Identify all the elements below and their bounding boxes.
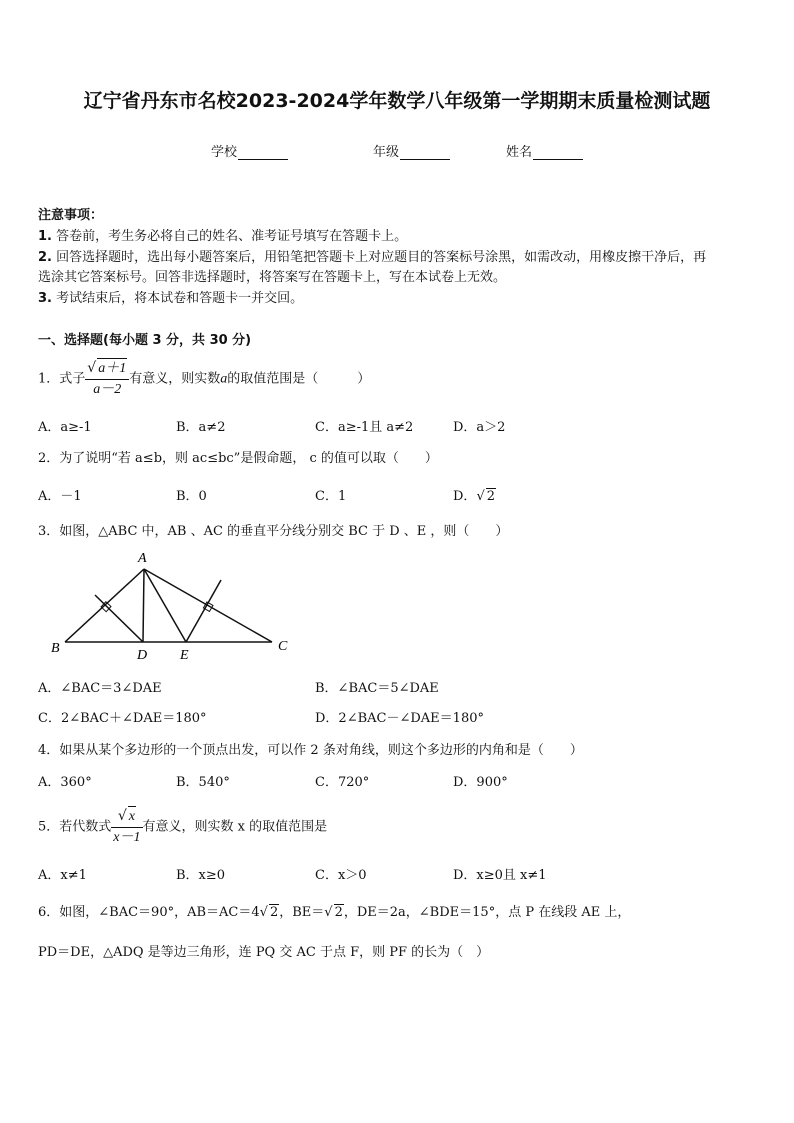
q4-option-c[interactable]: C．720° [315,775,370,790]
q3-option-b[interactable]: B．∠BAC＝5∠DAE [315,681,439,696]
q2-option-b[interactable]: B．0 [176,489,207,504]
name-field [506,141,583,160]
grade-field [373,141,450,160]
grade-blank [400,146,450,160]
q5-option-b[interactable]: B．x≥0 [176,868,226,883]
question-1: 1．式子 $\frac{√ a+1}{a-2}$ 有意义，则实数a的取值范围是（ ） [38,358,370,400]
label-b: B [51,641,60,656]
q3-option-a[interactable]: A．∠BAC＝3∠DAE [38,681,162,696]
notice-item-2: 2. 回答选择题时，选出每小题答案后，用铅笔把答题卡上对应题目的答案标号涂黑，如需改动，用橡皮擦干净后，再 [38,250,707,265]
name-blank [533,146,583,160]
notice-item-2-cont: 选涂其它答案标号。回答非选择题时，将答案写在答题卡上，写在本试卷上无效。 [38,270,507,285]
q5-option-a[interactable]: A．x≠1 [38,868,87,883]
q4-option-a[interactable]: A．360° [38,775,92,790]
q4-option-d[interactable]: D．900° [453,775,508,790]
q1-option-d[interactable]: D．a＞2 [453,420,506,435]
q1-fraction: $\frac{√ a+1}{a-2}$ [85,358,129,400]
segment-ac [144,569,272,642]
perp-bisector-ac [186,580,221,642]
q2-option-c[interactable]: C．1 [315,489,347,504]
label-c: C [278,639,288,654]
q5-option-d[interactable]: D．x≥0且 x≠1 [453,868,547,883]
q2-option-d[interactable]: D．√ 2 [453,489,496,504]
q1-option-a[interactable]: A．a≥-1 [38,420,92,435]
section-heading: 一、选择题(每小题 3 分，共 30 分) [38,333,252,348]
question-5: 5．若代数式 $\frac{√ x}{x-1}$ 有意义，则实数 x 的取值范围是 [38,806,327,848]
perp-bisector-ab [95,595,143,642]
notice-item-1: 1. 答卷前，考生务必将自己的姓名、准考证号填写在答题卡上。 [38,229,408,244]
q2-option-a[interactable]: A．－1 [38,489,82,504]
question-6: 6．如图，∠BAC＝90°，AB＝AC＝4√ 2，BE＝√ 2，DE＝2a，∠BDE＝15°，点 P 在线段 AE 上， [38,905,631,920]
q4-option-b[interactable]: B．540° [176,775,230,790]
question-2: 2．为了说明“若 a≤b，则 ac≤bc”是假命题， c 的值可以取（ ） [38,451,438,466]
label-a: A [138,551,147,566]
notice-item-3: 3. 考试结束后，将本试卷和答题卡一并交回。 [38,291,304,306]
question-3: 3．如图，△ABC 中，AB 、AC 的垂直平分线分别交 BC 于 D 、E ，则（ ） [38,524,509,539]
school-blank [238,146,288,160]
q1-option-b[interactable]: B．a≠2 [176,420,226,435]
grade-label: 年级 [373,145,400,160]
school-label: 学校 [211,145,238,160]
q3-option-c[interactable]: C．2∠BAC＋∠DAE＝180° [38,711,207,726]
q5-option-c[interactable]: C．x＞0 [315,868,367,883]
exam-title: 辽宁省丹东市名校2023-2024学年数学八年级第一学期期末质量检测试题 [83,90,711,112]
segment-ad [143,569,144,642]
label-d: D [137,648,148,663]
question-6-cont: PD＝DE，△ADQ 是等边三角形，连 PQ 交 AC 于点 F，则 PF 的长为（ ） [38,945,490,960]
triangle-figure [40,545,300,665]
notice-heading: 注意事项： [38,208,104,223]
q5-fraction: $\frac{√ x}{x-1}$ [111,806,142,848]
school-field [211,141,288,160]
q1-option-c[interactable]: C．a≥-1且 a≠2 [315,420,414,435]
segment-ae [144,569,186,642]
label-e: E [180,648,189,663]
name-label: 姓名 [506,145,533,160]
q3-option-d[interactable]: D．2∠BAC－∠DAE＝180° [315,711,484,726]
question-4: 4．如果从某个多边形的一个顶点出发，可以作 2 条对角线，则这个多边形的内角和是（ ） [38,743,583,758]
